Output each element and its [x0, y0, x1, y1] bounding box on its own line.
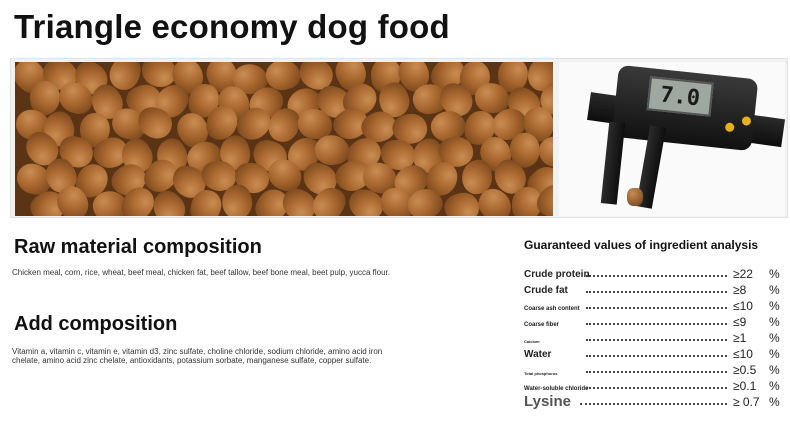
caliper-button [742, 116, 752, 126]
analysis-row-coarse-ash [524, 298, 782, 314]
analysis-unit: % [769, 379, 780, 393]
dotted-leader [586, 307, 727, 309]
analysis-value: ≤9 [733, 315, 747, 329]
analysis-unit: % [769, 267, 780, 281]
page-title: Triangle economy dog food [14, 8, 450, 45]
dotted-leader [586, 355, 727, 357]
caliper-jaw [601, 121, 625, 204]
analysis-label: Coarse ash content [524, 306, 580, 312]
measured-kibble [627, 188, 643, 206]
analysis-value: ≤10 [733, 299, 753, 313]
add-composition-line-1: Vitamin a, vitamin c, vitamin e, vitamin d3, zinc sulfate, choline chloride, sodium chloride, amino acid iron [12, 347, 383, 356]
analysis-value: ≥0.5 [733, 363, 757, 377]
add-composition-line-2: chelate, amino acid zinc chelate, antioxidants, potassium sorbate, manganese sulfate, copper sulfate. [12, 356, 372, 365]
analysis-value: ≤10 [733, 347, 753, 361]
caliper-display: 7.0 [647, 76, 714, 117]
analysis-label: Calcium [524, 339, 540, 344]
dotted-leader [580, 403, 727, 405]
analysis-row-lysine [524, 394, 782, 410]
analysis-unit: % [769, 299, 780, 313]
dotted-leader [586, 275, 727, 277]
analysis-row-water-soluble-chloride [524, 378, 782, 394]
analysis-value: ≥1 [733, 331, 747, 345]
analysis-label: Water [524, 349, 552, 360]
analysis-value: ≥22 [733, 267, 753, 281]
analysis-row-coarse-fiber [524, 314, 782, 330]
caliper-body [612, 65, 759, 151]
dotted-leader [586, 323, 727, 325]
dotted-leader [586, 339, 727, 341]
analysis-unit: % [769, 363, 780, 377]
raw-material-heading: Raw material composition [14, 236, 262, 258]
dotted-leader [586, 291, 727, 293]
raw-material-text: Chicken meal, corn, rice, wheat, beef meal, chicken fat, beef tallow, beef bone meal, beet pulp, yucca flour. [12, 268, 390, 277]
add-composition-heading: Add composition [14, 313, 178, 335]
caliper-button [725, 122, 735, 132]
analysis-label: Water-soluble chloride [524, 386, 589, 392]
product-photo-strip [10, 58, 788, 218]
analysis-value: ≥8 [733, 283, 747, 297]
analysis-row-calcium [524, 330, 782, 346]
analysis-value: ≥0.1 [733, 379, 757, 393]
analysis-row-total-phosphorus [524, 362, 782, 378]
analysis-unit: % [769, 395, 780, 409]
analysis-unit: % [769, 331, 780, 345]
analysis-row-crude-protein [524, 266, 782, 282]
analysis-label: Crude protein [524, 269, 590, 280]
analysis-label: Lysine [524, 393, 571, 410]
analysis-unit: % [769, 347, 780, 361]
analysis-label: Total phosphorus [524, 371, 558, 376]
analysis-unit: % [769, 283, 780, 297]
dotted-leader [586, 371, 727, 373]
analysis-row-crude-fat [524, 282, 782, 298]
analysis-value: ≥ 0.7 [733, 395, 760, 409]
analysis-label: Coarse fiber [524, 322, 560, 328]
analysis-unit: % [769, 315, 780, 329]
kibble-photo [15, 62, 553, 216]
analysis-label: Crude fat [524, 285, 568, 296]
caliper-photo [559, 62, 785, 216]
analysis-title: Guaranteed values of ingredient analysis [524, 238, 759, 252]
dotted-leader [586, 387, 727, 389]
analysis-row-water [524, 346, 782, 362]
